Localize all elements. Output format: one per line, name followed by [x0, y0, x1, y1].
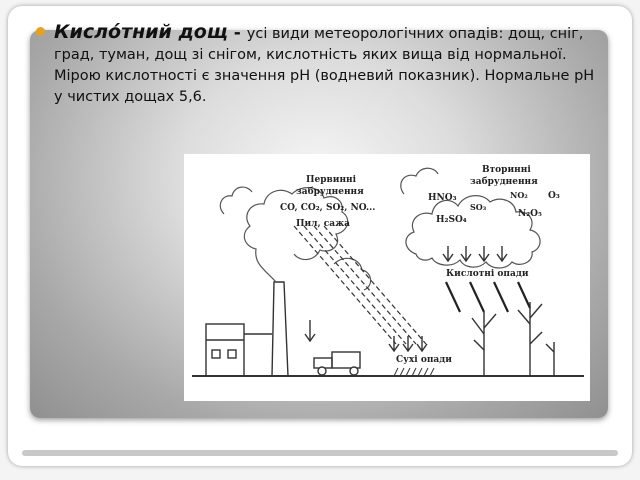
definition-bullet — [36, 22, 596, 108]
acid-fallout-label: Кислотні опади — [446, 269, 529, 279]
chem-no2: NO₂ — [510, 190, 528, 200]
diagram-drawing — [184, 154, 590, 401]
acid-fallout-arrows-icon — [443, 246, 507, 261]
ground-hatching-icon — [394, 368, 434, 376]
primary-list: CO, CO₂, SO₂, NO... — [280, 203, 376, 213]
term-dash: - — [227, 23, 247, 43]
acid-rain-diagram — [184, 154, 590, 401]
term-definition: усі види метеорологічних опадів: дощ, сніг, град, туман, дощ зі снігом, кислотність яких вища від нормальної. Мірою кислотності є значення рН (водневий показник). Нормальне рН у чистих дощах 5,6. — [54, 26, 595, 105]
chem-n2o5: N₂O₅ — [518, 209, 542, 219]
definition-text — [54, 22, 596, 108]
dry-fallout-label: Сухі опади — [396, 355, 452, 365]
chem-o3: O₃ — [548, 191, 560, 201]
chem-h2so4: H₂SO₄ — [436, 215, 467, 225]
bullet-dot-icon — [36, 27, 45, 36]
chem-so3: SO₃ — [470, 202, 487, 212]
truck-icon — [314, 352, 360, 375]
primary-title-2: забруднення — [296, 187, 364, 197]
slide-bottom-bar — [22, 450, 618, 456]
down-arrow-icon — [305, 320, 315, 341]
dust-label: Пил, сажа — [296, 219, 351, 229]
factory-icon — [206, 282, 288, 376]
term-title: Кисло́тний дощ — [54, 21, 228, 43]
primary-title-1: Первинні — [306, 175, 357, 185]
chem-hno3: HNO₃ — [428, 193, 457, 203]
dead-trees-icon — [472, 302, 554, 376]
secondary-title-1: Вторинні — [482, 165, 531, 175]
acid-rain-streaks-icon — [446, 282, 530, 312]
secondary-title-2: забруднення — [470, 177, 538, 187]
